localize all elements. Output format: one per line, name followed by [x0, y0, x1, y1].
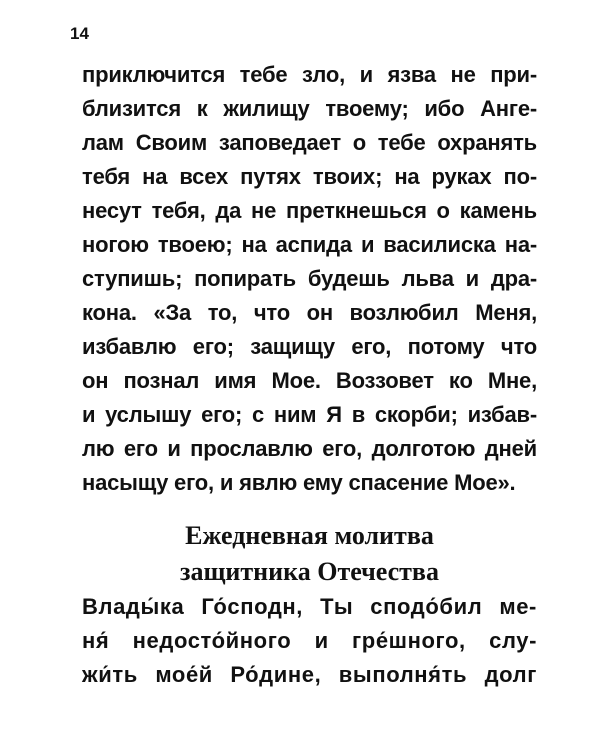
heading-line: защитника Отечества: [180, 557, 439, 586]
prayer-text: [82, 590, 537, 692]
text-line: ногою твоею; на аспида и василиска на-: [82, 232, 537, 257]
page-number: 14: [70, 24, 89, 43]
prayer-line: ня́ недосто́йного и гре́шного, слу-: [82, 628, 537, 653]
text-line: он познал имя Мое. Воззовет ко Мне,: [82, 368, 537, 393]
psalm-text: [82, 58, 537, 500]
text-line: насыщу его, и явлю ему спасение Мое».: [82, 470, 516, 495]
text-line: лам Своим заповедает о тебе охранять: [82, 130, 537, 155]
text-line: тебя на всех путях твоих; на руках по-: [82, 164, 537, 189]
text-line: близится к жилищу твоему; ибо Анге-: [82, 96, 537, 121]
text-line: ступишь; попирать будешь льва и дра-: [82, 266, 537, 291]
prayer-line: Влады́ка Го́сподн, Ты сподо́бил ме-: [82, 594, 537, 619]
text-line: несут тебя, да не преткнешься о камень: [82, 198, 537, 223]
heading-line: Ежедневная молитва: [185, 521, 434, 550]
prayer-line: жи́ть мое́й Ро́дине, выполня́ть долг: [82, 662, 537, 687]
text-line: кона. «За то, что он возлюбил Меня,: [82, 300, 537, 325]
text-line: избавлю его; защищу его, потому что: [82, 334, 537, 359]
text-line: приключится тебе зло, и язва не при-: [82, 62, 537, 87]
section-heading: [82, 518, 537, 590]
text-line: и услышу его; с ним Я в скорби; избав-: [82, 402, 537, 427]
text-line: лю его и прославлю его, долготою дней: [82, 436, 537, 461]
